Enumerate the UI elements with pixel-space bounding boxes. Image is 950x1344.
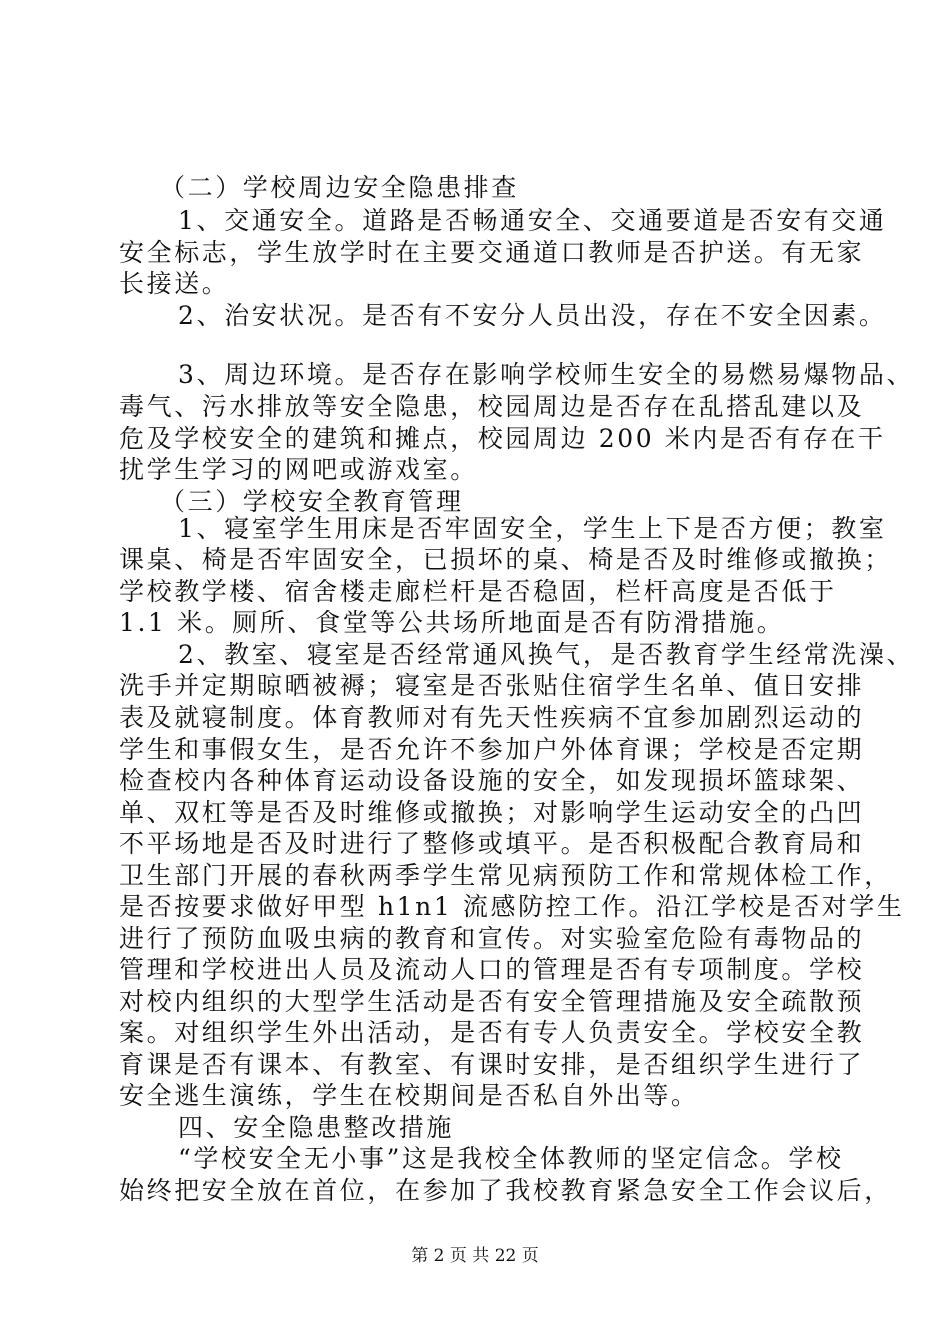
body-line: 洗手并定期晾晒被褥；寝室是否张贴住宿学生名单、值日安排	[119, 671, 865, 700]
body-line: 危及学校安全的建筑和摊点，校园周边 200 米内是否有存在干	[119, 424, 886, 453]
body-line: 课桌、椅是否牢固安全，已损坏的桌、椅是否及时维修或撤换；	[119, 545, 892, 574]
body-line: 2、治安状况。是否有不安分人员出没，存在不安全因素。	[178, 301, 887, 330]
body-line: 对校内组织的大型学生活动是否有安全管理措施及安全疏散预	[119, 987, 865, 1016]
body-line: 检查校内各种体育运动设备设施的安全，如发现损坏篮球架、	[119, 766, 865, 795]
body-line: 1、交通安全。道路是否畅通安全、交通要道是否安有交通	[178, 206, 887, 235]
section-heading-3: （三）学校安全教育管理	[160, 487, 464, 516]
body-line: 进行了预防血吸虫病的教育和宣传。对实验室危险有毒物品的	[119, 924, 865, 953]
body-line: 扰学生学习的网吧或游戏室。	[119, 455, 478, 484]
page-number-footer: 第 2 页 共 22 页	[411, 1246, 539, 1266]
body-line: 卫生部门开展的春秋两季学生常见病预防工作和常规体检工作，	[119, 861, 892, 890]
body-line: 1、寝室学生用床是否牢固安全，学生上下是否方便；教室	[178, 514, 887, 543]
body-line: 学校教学楼、宿舍楼走廊栏杆是否稳固，栏杆高度是否低于	[119, 577, 837, 606]
body-line: 毒气、污水排放等安全隐患，校园周边是否存在乱搭乱建以及	[119, 392, 865, 421]
body-line: 单、双杠等是否及时维修或撤换；对影响学生运动安全的凸凹	[119, 798, 865, 827]
body-line: 是否按要求做好甲型 h1n1 流感防控工作。沿江学校是否对学生	[119, 892, 905, 921]
body-line: 安全逃生演练，学生在校期间是否私自外出等。	[119, 1081, 699, 1110]
section-heading-4: 四、安全隐患整改措施	[178, 1113, 455, 1142]
body-line: 1.1 米。厕所、食堂等公共场所地面是否有防滑措施。	[119, 608, 785, 637]
body-line: 安全标志，学生放学时在主要交通道口教师是否护送。有无家	[119, 238, 865, 267]
body-line: 长接送。	[119, 269, 230, 298]
body-line: “学校安全无小事”这是我校全体教师的坚定信念。学校	[178, 1144, 844, 1173]
body-line: 2、教室、寝室是否经常通风换气，是否教育学生经常洗澡、	[178, 640, 915, 669]
body-line: 案。对组织学生外出活动，是否有专人负责安全。学校安全教	[119, 1018, 865, 1047]
section-heading-2: （二）学校周边安全隐患排查	[160, 173, 519, 202]
body-line: 不平场地是否及时进行了整修或填平。是否积极配合教育局和	[119, 829, 865, 858]
body-line: 始终把安全放在首位，在参加了我校教育紧急安全工作会议后，	[119, 1176, 892, 1205]
body-line: 育课是否有课本、有教室、有课时安排，是否组织学生进行了	[119, 1050, 865, 1079]
body-line: 表及就寝制度。体育教师对有先天性疾病不宜参加剧烈运动的	[119, 703, 865, 732]
body-line: 学生和事假女生，是否允许不参加户外体育课；学校是否定期	[119, 735, 865, 764]
body-line: 3、周边环境。是否存在影响学校师生安全的易燃易爆物品、	[178, 360, 915, 389]
body-line: 管理和学校进出人员及流动人口的管理是否有专项制度。学校	[119, 955, 865, 984]
